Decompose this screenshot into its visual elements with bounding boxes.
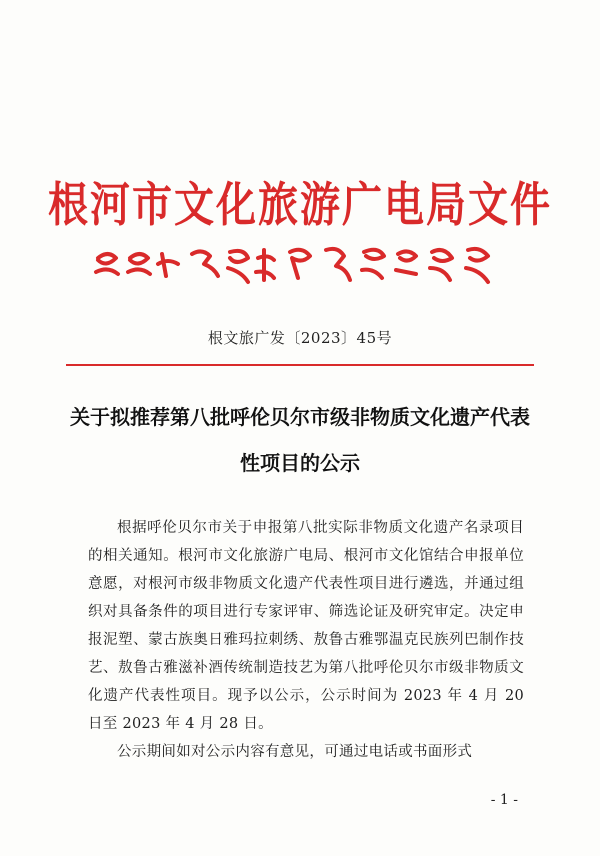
notice-body bbox=[88, 514, 524, 766]
notice-title: 关于拟推荐第八批呼伦贝尔市级非物质文化遗产代表性项目的公示 bbox=[70, 405, 530, 475]
document-number: 根文旅广发〔2023〕45号 bbox=[207, 329, 393, 347]
page-number: - 1 - bbox=[490, 792, 518, 808]
body-paragraph: 公示期间如对公示内容有意见，可通过电话或书面形式 bbox=[117, 744, 473, 760]
body-paragraph: 根据呼伦贝尔市关于申报第八批实际非物质文化遗产名录项目的相关通知。根河市文化旅游广电局、根河市文化馆结合申报单位意愿，对根河市级非物质文化遗产代表性项目进行遴选，并通过组织对具备条件的项目进行专家评审、筛选论证及研究审定。决定申报泥塑、蒙古族奥日雅玛拉刺绣、敖鲁古雅鄂温克民族列巴制作技艺、敖鲁古雅滋补酒传统制造技艺为第八批呼伦贝尔市级非物质文化遗产代表性项目。现予以公示，公示时间为 2023 年 4 月 20 日至 2023 年 4 月 28 日。 bbox=[88, 520, 524, 732]
mongolian-script-title-graphic bbox=[88, 240, 518, 290]
issuing-organization-title: 根河市文化旅游广电局文件 bbox=[48, 177, 552, 233]
red-divider-line bbox=[66, 364, 534, 366]
